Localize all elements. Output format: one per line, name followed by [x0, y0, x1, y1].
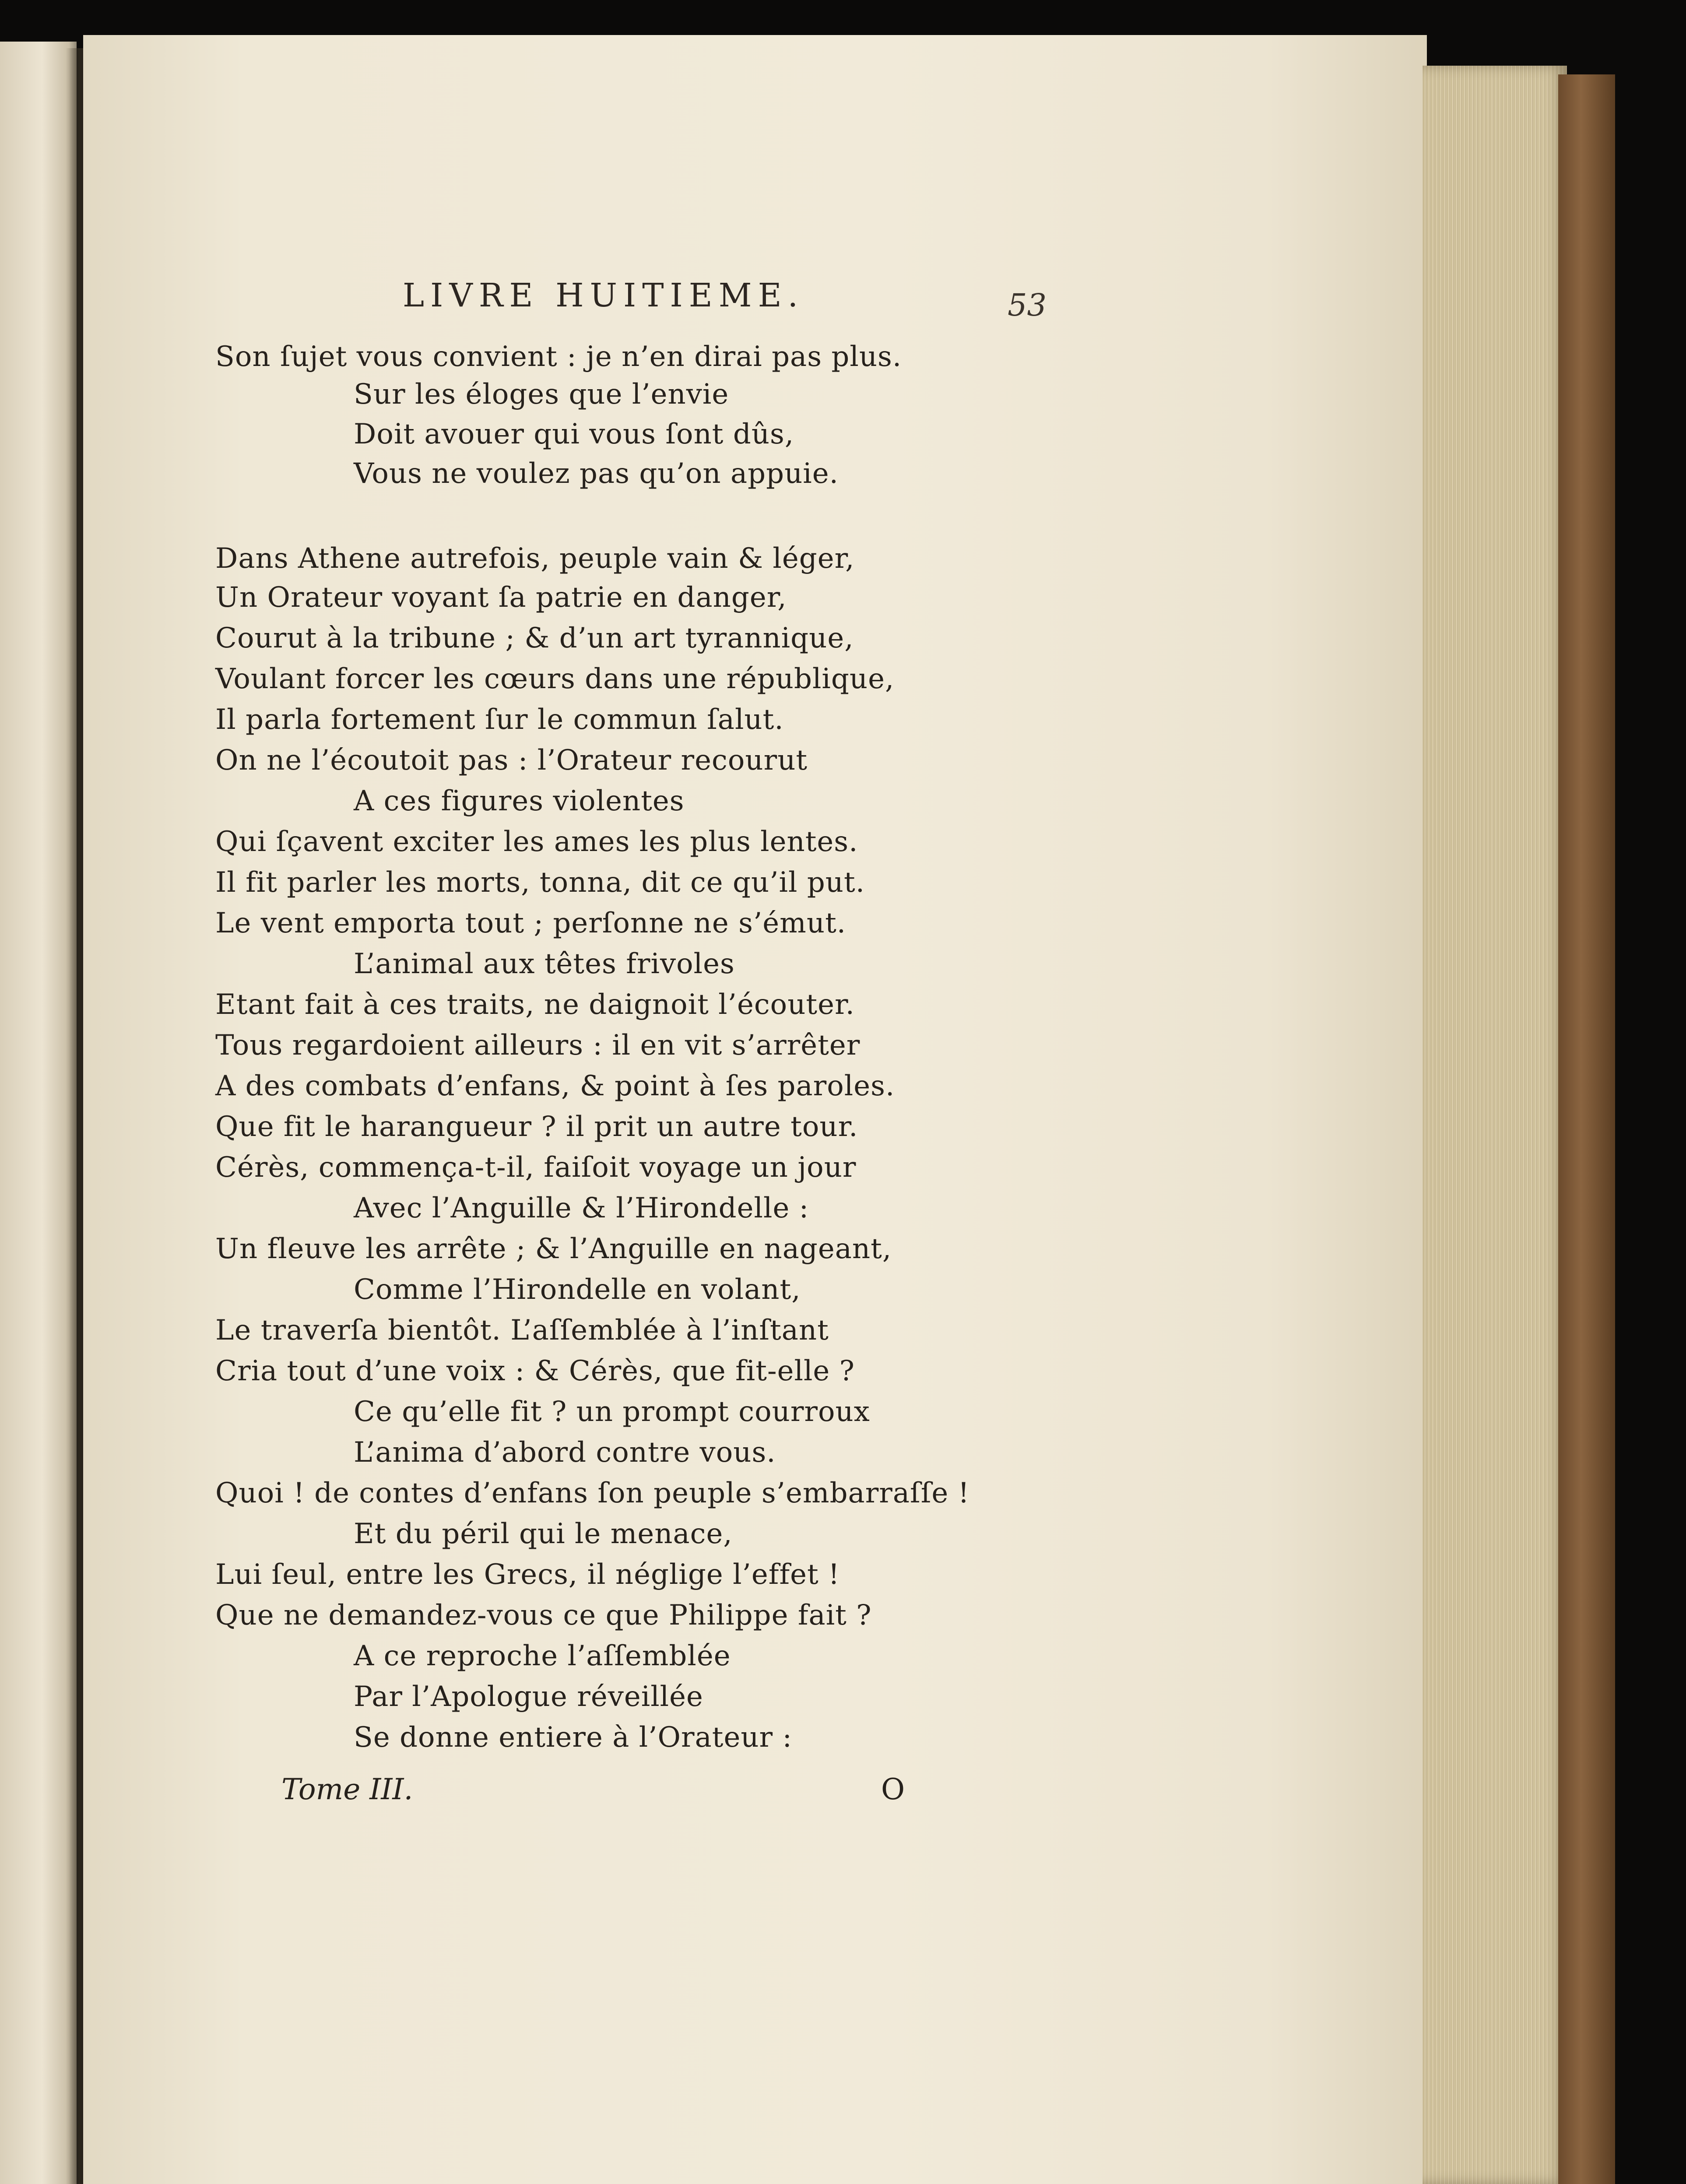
volume-signature: Tome III. [281, 1773, 413, 1806]
gathering-signature: O [881, 1773, 905, 1806]
poem-line: Ce qu’elle fit ? un prompt courroux [354, 1396, 870, 1428]
poem-line: Voulant forcer les cœurs dans une république, [215, 663, 895, 695]
poem-line: Que ne demandez-vous ce que Philippe fait ? [215, 1599, 872, 1632]
poem-line: Un Orateur voyant ſa patrie en danger, [215, 581, 787, 614]
running-head: LIVRE HUITIEME. [403, 277, 804, 314]
poem-line: A ce reproche l’aſſemblée [354, 1640, 731, 1672]
poem-line: Avec l’Anguille & l’Hirondelle : [354, 1192, 809, 1224]
poem-line: A des combats d’enfans, & point à ſes paroles. [215, 1070, 895, 1102]
poem-line: Un fleuve les arrête ; & l’Anguille en nageant, [215, 1233, 892, 1265]
poem-line: Doit avouer qui vous ſont dûs, [354, 418, 794, 450]
poem-line: Que fit le harangueur ? il prit un autre tour. [215, 1111, 858, 1143]
leather-binding [1558, 74, 1615, 2184]
left-facing-page [0, 42, 77, 2184]
poem-line: Cérès, commença-t-il, faiſoit voyage un jour [215, 1151, 857, 1184]
poem-line: Cria tout d’une voix : & Cérès, que fit-elle ? [215, 1355, 855, 1387]
poem-line: Et du péril qui le menace, [354, 1518, 733, 1550]
poem-line: Lui ſeul, entre les Grecs, il néglige l’effet ! [215, 1558, 840, 1591]
poem-line: Courut à la tribune ; & d’un art tyrannique, [215, 622, 854, 654]
page-number: 53 [1008, 287, 1047, 323]
poem-line: Quoi ! de contes d’enfans ſon peuple s’embarraſſe ! [215, 1477, 970, 1509]
poem-line: Il parla fortement ſur le commun ſalut. [215, 703, 784, 736]
poem-line: Sur les éloges que l’envie [354, 378, 729, 411]
poem-line: Tous regardoient ailleurs : il en vit s’arrêter [215, 1029, 861, 1062]
poem-line: Qui ſçavent exciter les ames les plus lentes. [215, 826, 858, 858]
poem-line: Dans Athene autrefois, peuple vain & léger, [215, 542, 855, 575]
poem-line: On ne l’écoutoit pas : l’Orateur recourut [215, 744, 808, 777]
poem-line: Etant fait à ces traits, ne daignoit l’écouter. [215, 988, 855, 1021]
poem-line: Le traverſa bientôt. L’aſſemblée à l’inſtant [215, 1314, 829, 1347]
poem-line: L’anima d’abord contre vous. [354, 1436, 776, 1469]
poem-line: L’animal aux têtes frivoles [354, 948, 735, 980]
poem-line: Le vent emporta tout ; perſonne ne s’émut. [215, 907, 847, 939]
poem-line: Vous ne voulez pas qu’on appuie. [354, 457, 839, 490]
poem-line: Comme l’Hirondelle en volant, [354, 1273, 801, 1306]
page-block-edges [1423, 66, 1567, 2184]
poem-line: Par l’Apologue réveillée [354, 1681, 703, 1713]
poem-line: A ces figures violentes [354, 785, 685, 817]
poem-line: Son ſujet vous convient : je n’en dirai pas plus. [215, 341, 902, 373]
poem-line: Se donne entiere à l’Orateur : [354, 1721, 793, 1754]
poem-line: Il fit parler les morts, tonna, dit ce qu’il put. [215, 866, 865, 899]
